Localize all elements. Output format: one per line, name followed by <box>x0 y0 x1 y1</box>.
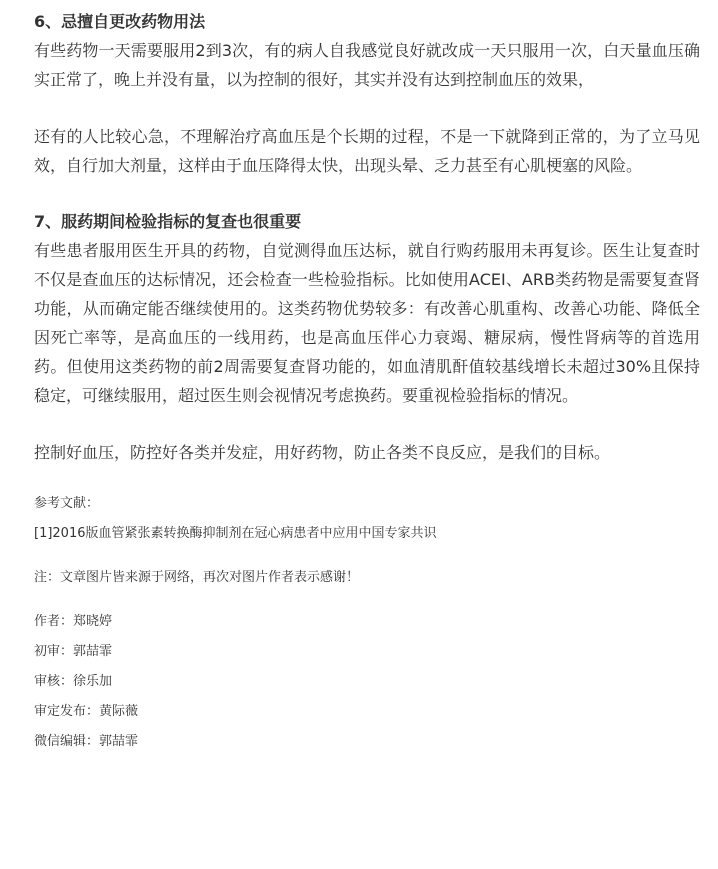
credit-first-review: 初审：郭喆霏 <box>34 644 113 659</box>
credit-author: 作者：郑晓婷 <box>34 614 113 629</box>
section-6-heading: 6、忌擅自更改药物用法 <box>34 12 206 31</box>
credit-review: 审核：徐乐加 <box>34 674 113 689</box>
image-source-note: 注：文章图片皆来源于网络，再次对图片作者表示感谢！ <box>34 570 360 585</box>
conclusion-paragraph: 控制好血压，防控好各类并发症，用好药物，防止各类不良反应，是我们的目标。 <box>34 443 611 462</box>
article-body <box>34 8 700 757</box>
section-7-paragraph-1: 有些患者服用医生开具的药物，自觉测得血压达标，就自行购药服用未再复诊。医生让复查时不仅是查血压的达标情况，还会检查一些检验指标。比如使用ACEI、ARB类药物是需要复查肾功能，从而确定能否继续使用的。这类药物优势较多：有改善心肌重构、改善心功能、降低全因死亡率等，是高血压的一线用药，也是高血压伴心力衰竭、糖尿病，慢性肾病等的首选用药。但使用这类药物的前2周需要复查肾功能的，如血清肌酐值较基线增长未超过30%且保持稳定，可继续服用，超过医生则会视情况考虑换药。要重视检验指标的情况。 <box>34 241 700 405</box>
section-6-paragraph-1: 有些药物一天需要服用2到3次，有的病人自我感觉良好就改成一天只服用一次，白天量血压确实正常了，晚上并没有量，以为控制的很好，其实并没有达到控制血压的效果， <box>34 41 700 89</box>
references-label: 参考文献： <box>34 496 100 511</box>
section-7-heading: 7、服药期间检验指标的复查也很重要 <box>34 212 302 231</box>
credit-publish: 审定发布：黄际薇 <box>34 704 139 719</box>
reference-item: [1]2016版血管紧张素转换酶抑制剂在冠心病患者中应用中国专家共识 <box>34 526 437 541</box>
credits-block <box>34 607 700 757</box>
credit-wechat-editor: 微信编辑：郭喆霏 <box>34 734 139 749</box>
section-6-paragraph-2: 还有的人比较心急，不理解治疗高血压是个长期的过程，不是一下就降到正常的，为了立马见效，自行加大剂量，这样由于血压降得太快，出现头晕、乏力甚至有心肌梗塞的风险。 <box>34 127 700 175</box>
